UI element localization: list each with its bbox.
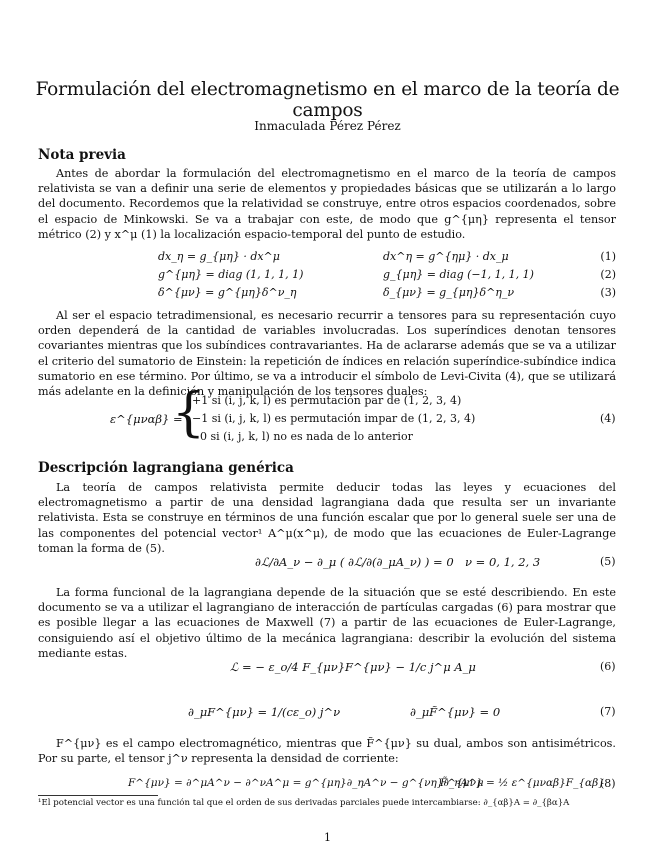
- paragraph-lagrangian: La teoría de campos relativista permite deducir todas las leyes y ecuaciones del electromagnetismo a partir de una densidad lagrangiana dada que resulta ser un invariante relativista. Esta se construye en términos de una función escalar que por lo general suele ser una de las componentes del potencial vector¹ A^μ(x^μ), de modo que las ecuaciones de Euler-Lagrange toman la forma de (5).: [38, 481, 616, 555]
- equation-7-left: ∂_μF^{μν} = 1/(cε_o) j^ν: [188, 705, 341, 719]
- paragraph-tensors: Al ser el espacio tetradimensional, es necesario recurrir a tensores para su representación cuyo orden dependerá de la cantidad de variables involucradas. Los superíndices denotan tensores covariantes mientras que los subíndices contravariantes. Ha de aclararse además que se va a utilizar el criterio del sumatorio de Einstein: la repetición de índices en relación superíndice-subíndice indica sumatorio en ese término. Por último, se va a introducir el símbolo de Levi-Civita (4), que se utilizará más adelante en la definición y manipulación de los tensores duales:: [38, 309, 616, 399]
- equation-8-left: F^{μν} = ∂^μA^ν − ∂^νA^μ = g^{μη}∂_ηA^ν − g^{νη}∂_ηA^μ: [128, 777, 484, 789]
- equation-3-right: δ_{μν} = g_{μη}δ^η_ν: [383, 286, 515, 299]
- equation-4-case-1: +1 si (i, j, k, l) es permutación par de (1, 2, 3, 4): [192, 394, 462, 407]
- equation-7-right: ∂_μF̃^{μν} = 0: [410, 705, 501, 719]
- equation-number: (3): [600, 286, 616, 299]
- page-number: 1: [324, 831, 331, 844]
- footnote: ¹El potencial vector es una función tal que el orden de sus derivadas parciales puede intercambiarse: ∂_{αβ}A = ∂_{βα}A: [38, 798, 570, 808]
- equation-number: (4): [600, 412, 616, 425]
- equation-1: [38, 250, 616, 266]
- equation-number: (7): [600, 705, 616, 718]
- equation-2-right: g_{μη} = diag (−1, 1, 1, 1): [383, 268, 534, 281]
- equation-2-left: g^{μη} = diag (1, 1, 1, 1): [158, 268, 304, 281]
- paragraph-intro: Antes de abordar la formulación del electromagnetismo en el marco de la teoría de campos relativista se van a definir una serie de elementos y propiedades básicas que se utilizarán a lo largo del documento. Recordemos que la relatividad se construye, entre otros espacios coordenados, sobre el espacio de Minkowski. Se va a trabajar con este, de modo que g^{μη} representa el tensor métrico (2) y x^μ (1) la localización espacio-temporal del punto de estudio.: [38, 167, 616, 241]
- section-heading-nota-previa: Nota previa: [38, 147, 126, 163]
- equation-number: (1): [600, 250, 616, 263]
- paragraph-maxwell: La forma funcional de la lagrangiana depende de la situación que se esté describiendo. En este documento se va a utilizar el lagrangiano de interacción de partículas cargadas (6) para mostrar que es posible llegar a las ecuaciones de Maxwell (7) a partir de las ecuaciones de Euler-Lagrange, consiguiendo así el objetivo último de la mecánica lagrangiana: describir la evolución del sistema mediante estas.: [38, 586, 616, 660]
- equation-5-range: ν = 0, 1, 2, 3: [465, 555, 541, 569]
- equation-3: [38, 286, 616, 302]
- footnote-rule: [38, 795, 158, 796]
- equation-number: (8): [600, 777, 616, 790]
- equation-2: [38, 268, 616, 284]
- section-heading-descripcion: Descripción lagrangiana genérica: [38, 460, 294, 476]
- equation-4-lhs: ε^{μναβ} =: [110, 412, 183, 426]
- equation-8-right: F̃^{μν} = ½ ε^{μναβ}F_{αβ}: [440, 777, 605, 789]
- equation-number: (5): [600, 555, 616, 568]
- equation-5-body: ∂ℒ/∂A_ν − ∂_μ ( ∂ℒ/∂(∂_μA_ν) ) = 0: [255, 555, 454, 569]
- paragraph-field: F^{μν} es el campo electromagnético, mientras que F̃^{μν} su dual, ambos son antisimétricos. Por su parte, el tensor j^ν representa la densidad de corriente:: [38, 737, 616, 766]
- brace-symbol: {: [172, 383, 206, 443]
- equation-1-left: dx_η = g_{μη} · dx^μ: [158, 250, 280, 263]
- equation-number: (6): [600, 660, 616, 673]
- equation-4-case-3: 0 si (i, j, k, l) no es nada de lo anterior: [200, 430, 413, 443]
- equation-number: (2): [600, 268, 616, 281]
- paper-title: Formulación del electromagnetismo en el marco de la teoría de campos: [35, 79, 620, 121]
- paper-author: Inmaculada Pérez Pérez: [254, 119, 401, 133]
- equation-4-case-2: −1 si (i, j, k, l) es permutación impar de (1, 2, 3, 4): [192, 412, 476, 425]
- equation-6-body: ℒ = − ε_o/4 F_{μν}F^{μν} − 1/c j^μ A_μ: [230, 660, 476, 674]
- equation-1-right: dx^η = g^{ημ} · dx_μ: [383, 250, 509, 263]
- equation-3-left: δ^{μν} = g^{μη}δ^ν_η: [158, 286, 297, 299]
